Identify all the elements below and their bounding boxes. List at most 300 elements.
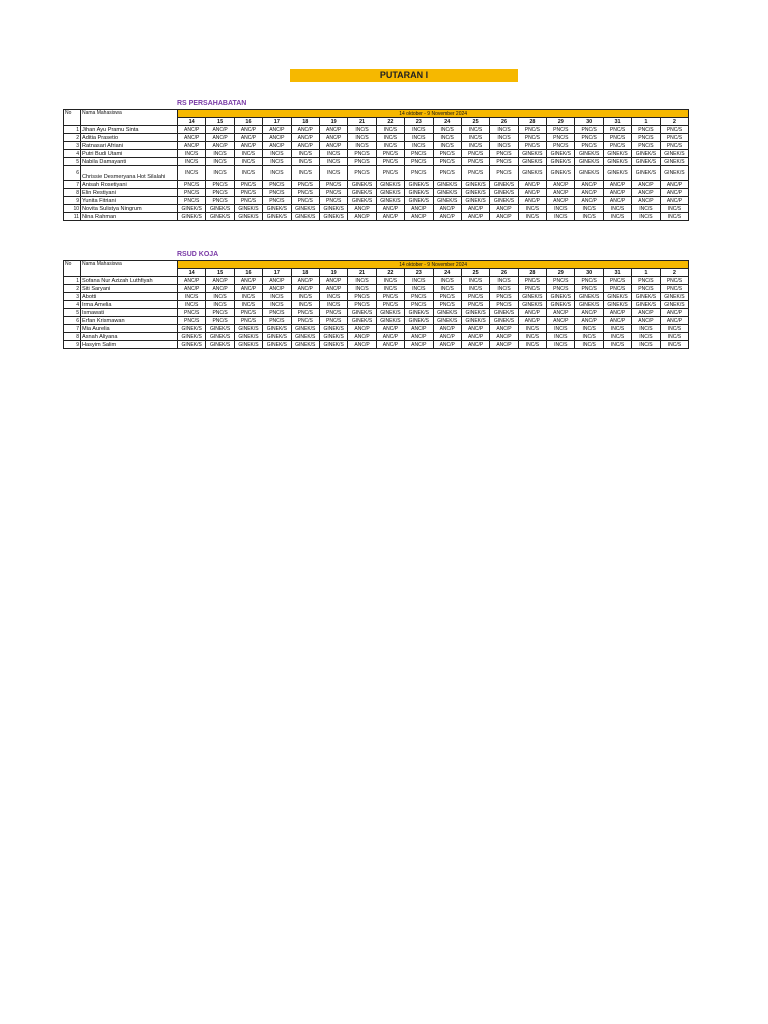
rotation-cell: ANC/P [518,181,546,189]
rotation-cell: PNC/S [206,317,234,325]
table-row [64,150,689,158]
rotation-cell: ANC/P [319,285,347,293]
rotation-table [63,109,689,221]
rotation-cell: GINEK/S [660,158,689,166]
rotation-cell: ANC/P [490,333,518,341]
day-header: 21 [348,269,376,277]
rotation-cell: ANC/P [490,341,518,349]
rotation-cell: PNC/S [660,134,689,142]
day-header: 2 [660,118,689,126]
rotation-cell: GINEK/S [348,317,376,325]
rotation-cell: PNC/S [234,189,262,197]
rotation-cell: INC/S [319,293,347,301]
rotation-cell: ANC/P [348,213,376,221]
rotation-cell: PNC/S [603,142,631,150]
rotation-cell: INC/S [603,333,631,341]
rotation-cell: ANC/P [405,333,433,341]
student-name: Anisah Rosetiyani [81,181,178,189]
table-row [64,341,689,349]
rotation-cell: PNC/S [178,189,206,197]
rotation-cell: INC/S [234,293,262,301]
table-row [64,197,689,205]
rotation-cell: INC/S [405,134,433,142]
rotation-cell: GINEK/S [660,301,689,309]
rotation-cell: PNC/S [348,150,376,158]
date-range: 14 oktober - 9 November 2024 [178,261,689,269]
day-header: 25 [461,269,489,277]
rotation-cell: PNC/S [547,134,575,142]
rotation-cell: ANC/P [632,309,660,317]
rotation-cell: INC/S [319,301,347,309]
rotation-cell: PNC/S [575,277,603,285]
day-header: 29 [547,118,575,126]
rotation-cell: PNC/S [376,166,404,181]
rotation-cell: INC/S [490,285,518,293]
rotation-cell: GINEK/S [234,341,262,349]
student-name: Aditia Prasetio [81,134,178,142]
header-row [64,261,689,269]
student-name: Erfan Krismawan [81,317,178,325]
rotation-cell: GINEK/S [603,166,631,181]
rotation-cell: GINEK/S [376,189,404,197]
rotation-cell: INC/S [575,333,603,341]
rotation-cell: ANC/P [263,126,291,134]
header-row [64,110,689,118]
rotation-cell: GINEK/S [263,341,291,349]
rotation-cell: PNC/S [376,293,404,301]
rotation-cell: PNC/S [547,126,575,134]
rotation-cell: GINEK/S [490,317,518,325]
rotation-cell: GINEK/S [490,181,518,189]
section-title: RSUD KOJA [177,251,219,258]
student-name: Hasyim Salim [81,341,178,349]
rotation-cell: INC/S [263,293,291,301]
row-number: 2 [64,134,81,142]
rotation-cell: ANC/P [206,277,234,285]
rotation-cell: ANC/P [178,142,206,150]
row-number: 9 [64,197,81,205]
rotation-cell: INC/S [234,150,262,158]
rotation-cell: INC/S [603,205,631,213]
student-name: Novita Sulistya Ningrum [81,205,178,213]
rotation-cell: GINEK/S [348,181,376,189]
rotation-cell: ANC/P [376,213,404,221]
rotation-cell: GINEK/S [291,333,319,341]
rotation-cell: INC/S [518,213,546,221]
rotation-cell: INC/S [490,277,518,285]
day-header: 23 [405,269,433,277]
rotation-cell: GINEK/S [405,189,433,197]
rotation-cell: PNC/S [319,189,347,197]
row-number: 9 [64,341,81,349]
rotation-cell: GINEK/S [632,301,660,309]
row-number: 5 [64,158,81,166]
rotation-cell: PNC/S [461,150,489,158]
rotation-cell: ANC/P [433,205,461,213]
student-name: Jihan Ayu Pramu Sinta [81,126,178,134]
rotation-cell: GINEK/S [376,197,404,205]
rotation-cell: ANC/P [433,213,461,221]
rotation-cell: ANC/P [518,197,546,205]
rotation-cell: PNC/S [263,181,291,189]
rotation-cell: PNC/S [518,134,546,142]
rotation-cell: INC/S [547,333,575,341]
rotation-cell: INC/S [206,293,234,301]
rotation-cell: ANC/P [234,134,262,142]
rotation-cell: GINEK/S [206,333,234,341]
table-row [64,317,689,325]
section-title: RS PERSAHABATAN [177,100,247,107]
rotation-cell: INC/S [490,126,518,134]
rotation-cell: INC/S [178,166,206,181]
rotation-cell: GINEK/S [632,166,660,181]
student-name: Irma Amelia [81,301,178,309]
table-row [64,333,689,341]
rotation-cell: ANC/P [575,189,603,197]
rotation-cell: PNC/S [547,277,575,285]
header-no: No [64,110,81,126]
rotation-cell: ANC/P [547,317,575,325]
rotation-cell: INC/S [376,285,404,293]
rotation-cell: GINEK/S [632,293,660,301]
rotation-cell: PNC/S [405,158,433,166]
rotation-cell: ANC/P [575,317,603,325]
row-number: 6 [64,166,81,181]
rotation-cell: GINEK/S [575,158,603,166]
table-row [64,181,689,189]
day-header: 23 [405,118,433,126]
rotation-cell: GINEK/S [178,205,206,213]
rotation-cell: GINEK/S [348,197,376,205]
rotation-cell: PNC/S [291,317,319,325]
rotation-cell: INC/S [263,150,291,158]
rotation-cell: GINEK/S [291,205,319,213]
rotation-cell: PNC/S [518,277,546,285]
rotation-cell: INC/S [348,126,376,134]
rotation-cell: INC/S [547,341,575,349]
student-name: Chrissie Desmeryana Hot Silalahi [81,166,178,181]
day-header: 21 [348,118,376,126]
student-name: Ratnasari Afriani [81,142,178,150]
rotation-cell: INC/S [178,301,206,309]
rotation-cell: INC/S [660,341,689,349]
rotation-cell: ANC/P [206,142,234,150]
rotation-cell: GINEK/S [660,166,689,181]
rotation-cell: INC/S [490,142,518,150]
rotation-cell: GINEK/S [547,166,575,181]
rotation-cell: GINEK/S [206,341,234,349]
rotation-cell: PNC/S [319,197,347,205]
rotation-cell: GINEK/S [405,197,433,205]
day-header: 26 [490,118,518,126]
rotation-cell: GINEK/S [603,150,631,158]
rotation-cell: GINEK/S [376,309,404,317]
rotation-cell: PNC/S [490,301,518,309]
rotation-cell: PNC/S [632,134,660,142]
day-header: 19 [319,118,347,126]
rotation-cell: INC/S [660,325,689,333]
rotation-cell: ANC/P [348,341,376,349]
rotation-cell: ANC/P [461,325,489,333]
student-name: Asnah Aliyana [81,333,178,341]
rotation-cell: ANC/P [263,134,291,142]
rotation-cell: PNC/S [291,181,319,189]
rotation-cell: PNC/S [490,166,518,181]
rotation-cell: ANC/P [632,189,660,197]
day-header: 28 [518,269,546,277]
rotation-cell: INC/S [263,301,291,309]
day-header: 30 [575,118,603,126]
rotation-cell: PNC/S [547,285,575,293]
rotation-cell: GINEK/S [178,325,206,333]
rotation-cell: INC/S [291,301,319,309]
row-number: 8 [64,189,81,197]
rotation-cell: GINEK/S [405,309,433,317]
row-number: 3 [64,142,81,150]
rotation-cell: INC/S [632,341,660,349]
rotation-cell: PNC/S [234,317,262,325]
rotation-cell: GINEK/S [461,181,489,189]
rotation-cell: ANC/P [234,285,262,293]
day-header: 18 [291,269,319,277]
day-header: 16 [234,269,262,277]
rotation-cell: PNC/S [178,317,206,325]
rotation-cell: PNC/S [206,309,234,317]
rotation-cell: INC/S [461,285,489,293]
rotation-cell: GINEK/S [575,301,603,309]
student-name: Nina Rahman [81,213,178,221]
rotation-cell: ANC/P [575,309,603,317]
rotation-cell: GINEK/S [263,213,291,221]
row-number: 7 [64,181,81,189]
rotation-cell: ANC/P [632,317,660,325]
rotation-cell: ANC/P [547,181,575,189]
student-name: Sofana Nur Azizah Luthfiyah [81,277,178,285]
day-header: 17 [263,118,291,126]
date-range: 14 oktober - 9 November 2024 [178,110,689,118]
header-no: No [64,261,81,277]
rotation-cell: GINEK/S [433,197,461,205]
rotation-cell: INC/S [234,301,262,309]
rotation-cell: ANC/P [660,309,689,317]
rotation-cell: PNC/S [291,197,319,205]
rotation-cell: INC/S [234,166,262,181]
rotation-cell: PNC/S [433,301,461,309]
rotation-cell: PNC/S [291,309,319,317]
rotation-cell: ANC/P [603,189,631,197]
rotation-cell: PNC/S [603,285,631,293]
page-title: PUTARAN I [290,69,518,82]
rotation-cell: INC/S [461,134,489,142]
rotation-cell: ANC/P [461,341,489,349]
row-number: 5 [64,309,81,317]
rotation-cell: INC/S [206,158,234,166]
rotation-cell: GINEK/S [263,205,291,213]
day-header: 16 [234,118,262,126]
rotation-table [63,260,689,349]
rotation-cell: PNC/S [461,301,489,309]
rotation-cell: ANC/P [234,277,262,285]
rotation-cell: PNC/S [603,134,631,142]
rotation-cell: PNC/S [575,134,603,142]
day-header: 1 [632,118,660,126]
day-header: 2 [660,269,689,277]
table-row [64,309,689,317]
rotation-cell: GINEK/S [319,205,347,213]
rotation-cell: INC/S [660,205,689,213]
rotation-cell: ANC/P [234,142,262,150]
rotation-cell: GINEK/S [518,301,546,309]
rotation-cell: GINEK/S [490,309,518,317]
rotation-cell: PNC/S [234,197,262,205]
rotation-cell: ANC/P [433,341,461,349]
rotation-cell: PNC/S [603,126,631,134]
rotation-cell: INC/S [660,213,689,221]
rotation-cell: INC/S [518,205,546,213]
rotation-cell: INC/S [376,134,404,142]
rotation-cell: ANC/P [206,134,234,142]
rotation-cell: PNC/S [575,142,603,150]
table-row [64,142,689,150]
rotation-cell: GINEK/S [178,333,206,341]
rotation-cell: ANC/P [319,134,347,142]
rotation-cell: PNC/S [433,293,461,301]
rotation-cell: INC/S [319,166,347,181]
rotation-cell: GINEK/S [178,341,206,349]
table-row [64,189,689,197]
rotation-cell: GINEK/S [234,325,262,333]
rotation-cell: ANC/P [291,285,319,293]
day-header: 19 [319,269,347,277]
rotation-cell: GINEK/S [433,309,461,317]
row-number: 1 [64,277,81,285]
rotation-cell: INC/S [376,277,404,285]
header-name: Nama Mahasiswa [81,110,178,126]
rotation-cell: PNC/S [178,309,206,317]
table-row [64,158,689,166]
rotation-cell: PNC/S [263,317,291,325]
rotation-cell: INC/S [376,126,404,134]
rotation-cell: GINEK/S [575,293,603,301]
rotation-cell: INC/S [433,126,461,134]
rotation-cell: INC/S [660,333,689,341]
rotation-cell: INC/S [405,126,433,134]
rotation-cell: ANC/P [319,126,347,134]
rotation-cell: ANC/P [433,333,461,341]
day-header: 15 [206,118,234,126]
rotation-cell: GINEK/S [461,189,489,197]
rotation-cell: ANC/P [405,341,433,349]
rotation-cell: INC/S [461,142,489,150]
rotation-cell: INC/S [178,150,206,158]
rotation-cell: PNC/S [291,189,319,197]
rotation-cell: PNC/S [263,309,291,317]
row-number: 6 [64,317,81,325]
rotation-cell: PNC/S [632,126,660,134]
rotation-cell: ANC/P [291,126,319,134]
rotation-cell: INC/S [291,293,319,301]
rotation-cell: GINEK/S [632,150,660,158]
rotation-cell: PNC/S [660,142,689,150]
rotation-cell: ANC/P [603,197,631,205]
rotation-cell: GINEK/S [263,333,291,341]
day-header: 24 [433,269,461,277]
row-number: 10 [64,205,81,213]
rotation-cell: ANC/P [206,285,234,293]
rotation-cell: GINEK/S [376,181,404,189]
row-number: 3 [64,293,81,301]
rotation-cell: GINEK/S [206,325,234,333]
rotation-cell: INC/S [206,150,234,158]
rotation-cell: INC/S [405,285,433,293]
rotation-cell: PNC/S [376,158,404,166]
rotation-cell: INC/S [263,158,291,166]
student-name: Putri Budi Utami [81,150,178,158]
rotation-cell: PNC/S [319,181,347,189]
rotation-cell: ANC/P [178,134,206,142]
rotation-cell: ANC/P [376,341,404,349]
rotation-cell: PNC/S [348,166,376,181]
rotation-cell: ANC/P [547,197,575,205]
day-header: 1 [632,269,660,277]
rotation-cell: ANC/P [433,325,461,333]
table-row [64,277,689,285]
rotation-cell: ANC/P [547,189,575,197]
day-header: 14 [178,118,206,126]
rotation-cell: PNC/S [206,197,234,205]
rotation-cell: PNC/S [660,285,689,293]
rotation-cell: PNC/S [405,293,433,301]
rotation-cell: GINEK/S [547,158,575,166]
rotation-cell: PNC/S [490,150,518,158]
rotation-cell: INC/S [603,325,631,333]
rotation-cell: ANC/P [291,134,319,142]
rotation-cell: ANC/P [603,317,631,325]
day-header: 29 [547,269,575,277]
table-row [64,285,689,293]
rotation-cell: ANC/P [603,309,631,317]
rotation-cell: INC/S [547,325,575,333]
day-header: 22 [376,269,404,277]
rotation-cell: ANC/P [461,213,489,221]
rotation-cell: ANC/P [660,181,689,189]
student-name: Ismawati [81,309,178,317]
rotation-cell: PNC/S [518,126,546,134]
rotation-cell: INC/S [575,341,603,349]
rotation-cell: ANC/P [518,189,546,197]
rotation-cell: ANC/P [263,277,291,285]
rotation-cell: ANC/P [319,277,347,285]
rotation-cell: ANC/P [348,205,376,213]
table-row [64,213,689,221]
rotation-cell: GINEK/S [575,150,603,158]
rotation-cell: GINEK/S [405,181,433,189]
table-row [64,301,689,309]
rotation-cell: GINEK/S [263,325,291,333]
student-name: Elin Restiyani [81,189,178,197]
row-number: 4 [64,150,81,158]
row-number: 8 [64,333,81,341]
rotation-cell: GINEK/S [575,166,603,181]
rotation-cell: GINEK/S [632,158,660,166]
rotation-cell: GINEK/S [319,341,347,349]
rotation-cell: INC/S [575,205,603,213]
day-header: 30 [575,269,603,277]
rotation-cell: INC/S [547,205,575,213]
day-header: 18 [291,118,319,126]
rotation-cell: PNC/S [178,181,206,189]
student-name: Abotti [81,293,178,301]
